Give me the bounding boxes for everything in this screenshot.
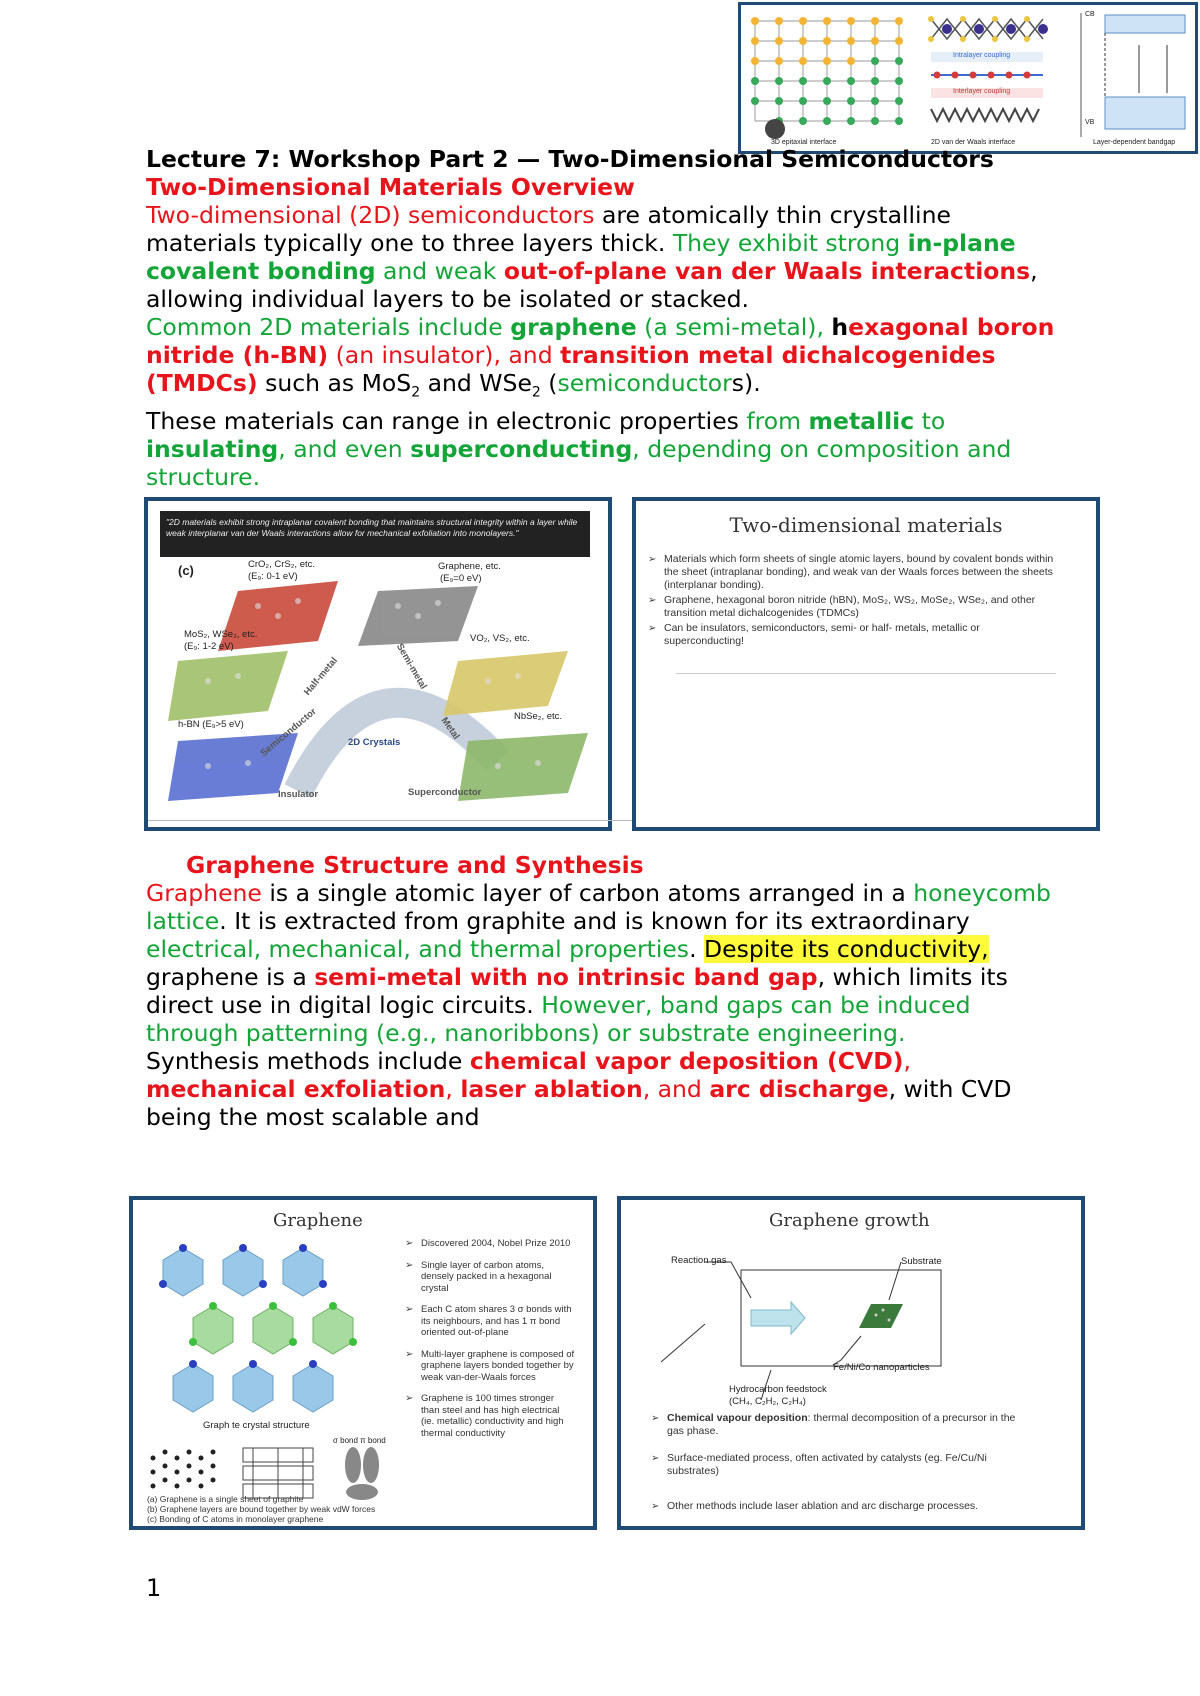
graphene-gap: (E₉=0 eV) xyxy=(440,573,482,584)
crystals-label: 2D Crystals xyxy=(348,737,401,748)
vb-label: VB xyxy=(1085,119,1095,126)
feedstock-label: Hydrocarbon feedstock xyxy=(729,1384,827,1395)
slide1-rule xyxy=(676,673,1056,674)
slide2-captions xyxy=(147,1494,375,1524)
section1 xyxy=(146,173,1066,491)
slide2-bullet: ➢ Single layer of carbon atoms, densely packed in a hexagonal crystal xyxy=(405,1260,575,1295)
slide2-bullet: ➢ Each C atom shares 3 σ bonds with its neighbours, and has 1 π bond oriented out-of-plane xyxy=(405,1304,575,1339)
slide2-bullet: ➢ Graphene is 100 times stronger than steel and has high electrical (ie. metallic) conductivity and high thermal conductivity xyxy=(405,1393,575,1439)
figure-2d-crystals xyxy=(144,497,612,831)
slide3-bullet: ➢ Other methods include laser ablation and arc discharge processes. xyxy=(651,1500,1031,1513)
heterostructure-diagram xyxy=(741,5,1195,151)
crystals-arc-diagram xyxy=(148,501,608,827)
mos2-gap: (E₉: 1-2 eV) xyxy=(184,641,234,652)
substrate-label: Substrate xyxy=(901,1256,942,1267)
feedstock-formula: (CH₄, C₂H₂, C₂H₄) xyxy=(729,1396,806,1407)
bandgap-label: Layer-dependent bandgap xyxy=(1093,139,1176,146)
cro2-gap: (E₉: 0-1 eV) xyxy=(248,571,298,582)
semi-metal-label: Semi-metal xyxy=(393,641,429,692)
slide1-bullets xyxy=(648,553,1056,648)
section1-paragraph1: Two-dimensional (2D) semiconductors are atomically thin crystalline materials typically one to three layers thick. They exhibit strong in-plane covalent bonding and weak out-of-plane van der Waals interactions, allowing individual layers to be isolated or stacked. xyxy=(146,201,1038,313)
cb-label: CB xyxy=(1085,11,1095,18)
graphene-label: Graphene, etc. xyxy=(438,561,501,572)
slide1-bullet: ➢ Materials which form sheets of single atomic layers, bound by covalent bonds within the sheet (intraplanar bonding), and weak van der Waals forces between the sheets (interplanar bonding). xyxy=(648,553,1056,592)
top-figure xyxy=(738,2,1198,154)
vdw-label: 2D van der Waals interface xyxy=(931,139,1016,146)
section2-paragraph1: Graphene is a single atomic layer of carbon atoms arranged in a honeycomb lattice. It is extracted from graphite and is known for its extraordinary electrical, mechanical, and thermal properties. Despite its conductivity, graphene is a semi-metal with no intrinsic band gap, which limits its direct use in digital logic circuits. However, band gaps can be induced through patterning (e.g., nanoribbons) or substrate engineering. xyxy=(146,879,1051,1047)
superconductor-label: Superconductor xyxy=(408,787,482,798)
slide2-title: Graphene xyxy=(273,1210,363,1231)
reaction-gas-label: Reaction gas xyxy=(671,1255,727,1266)
slide3-bullet: ➢ Chemical vapour deposition: thermal decomposition of a precursor in the gas phase. xyxy=(651,1412,1031,1438)
section2 xyxy=(146,851,1066,1131)
epitaxial-label: 3D epitaxial interface xyxy=(771,139,837,146)
mos2-label: MoS₂, WSe₂, etc. xyxy=(184,629,258,640)
page-title: Lecture 7: Workshop Part 2 — Two-Dimensional Semiconductors xyxy=(146,145,994,173)
section1-heading: Two-Dimensional Materials Overview xyxy=(146,173,635,201)
hbn-label: h-BN (E₉>5 eV) xyxy=(178,719,244,730)
slide2-caption: (b) Graphene layers are bound together by weak vdW forces xyxy=(147,1504,376,1514)
lattice-label: Graph te crystal structure xyxy=(203,1420,310,1431)
slide2-bullet: ➢ Discovered 2004, Nobel Prize 2010 xyxy=(405,1238,575,1250)
vo2-label: VO₂, VS₂, etc. xyxy=(470,633,530,644)
slide3-title: Graphene growth xyxy=(769,1210,930,1231)
slide1-title: Two-dimensional materials xyxy=(729,513,1003,537)
slide2-caption: (a) Graphene is a single sheet of graphite xyxy=(147,1494,304,1504)
section1-paragraph3: These materials can range in electronic properties from metallic to insulating, and even superconducting, depending on composition and structure. xyxy=(146,406,1012,491)
slide1-bullet: ➢ Can be insulators, semiconductors, semi- or half- metals, metallic or superconducting! xyxy=(648,622,1056,648)
slide2-bullet: ➢ Multi-layer graphene is composed of graphene layers bonded together by weak van-der-Waals forces xyxy=(405,1349,575,1384)
half-metal-label: Half-metal xyxy=(301,655,340,698)
slide2-bullets xyxy=(405,1238,575,1441)
interlayer-label: Interlayer coupling xyxy=(953,88,1011,95)
slide-graphene-growth xyxy=(617,1196,1085,1530)
metal-label: Metal xyxy=(438,715,462,742)
figure1-caption: "2D materials exhibit strong intraplanar covalent bonding that maintains structural integrity within a layer while weak interplanar van der Waals interactions allow for mechanical exfoliation into monolayers." xyxy=(160,511,590,557)
slide2-caption: (c) Bonding of C atoms in monolayer graphene xyxy=(147,1514,324,1524)
slide3-bullets xyxy=(651,1412,1031,1515)
page-number: 1 xyxy=(146,1574,162,1602)
insulator-label: Insulator xyxy=(278,789,319,800)
slide-graphene xyxy=(129,1196,597,1530)
slide-two-dimensional-materials xyxy=(632,497,1100,831)
slide1-bullet: ➢ Graphene, hexagonal boron nitride (hBN), MoS₂, WS₂, MoSe₂, WSe₂, and other transition metal dichalcogenides (TDMCs) xyxy=(648,594,1056,620)
nbse2-label: NbSe₂, etc. xyxy=(514,711,563,722)
section1-paragraph2: Common 2D materials include graphene (a semi-metal), hexagonal boron nitride (h-BN) (an insulator), and transition metal dichalcogenides (TMDCs) such as MoS$_2$ and WSe$_2$ (semiconductors). xyxy=(146,313,1055,401)
bond-labels: σ bond π bond xyxy=(333,1436,386,1445)
slide3-bullet: ➢ Surface-mediated process, often activated by catalysts (eg. Fe/Cu/Ni substrates) xyxy=(651,1452,1031,1478)
semiconductor-label: Semiconductor xyxy=(258,706,319,759)
cro2-label: CrO₂, CrS₂, etc. xyxy=(248,559,316,570)
nanoparticles-label: Fe/Ni/Co nanoparticles xyxy=(833,1362,930,1373)
section2-paragraph2: Synthesis methods include chemical vapor deposition (CVD), mechanical exfoliation, laser ablation, and arc discharge, with CVD being the most scalable and xyxy=(146,1047,1012,1131)
panel-label: (c) xyxy=(178,563,194,578)
intralayer-label: Intralayer coupling xyxy=(953,52,1011,59)
section2-heading: Graphene Structure and Synthesis xyxy=(186,851,644,879)
